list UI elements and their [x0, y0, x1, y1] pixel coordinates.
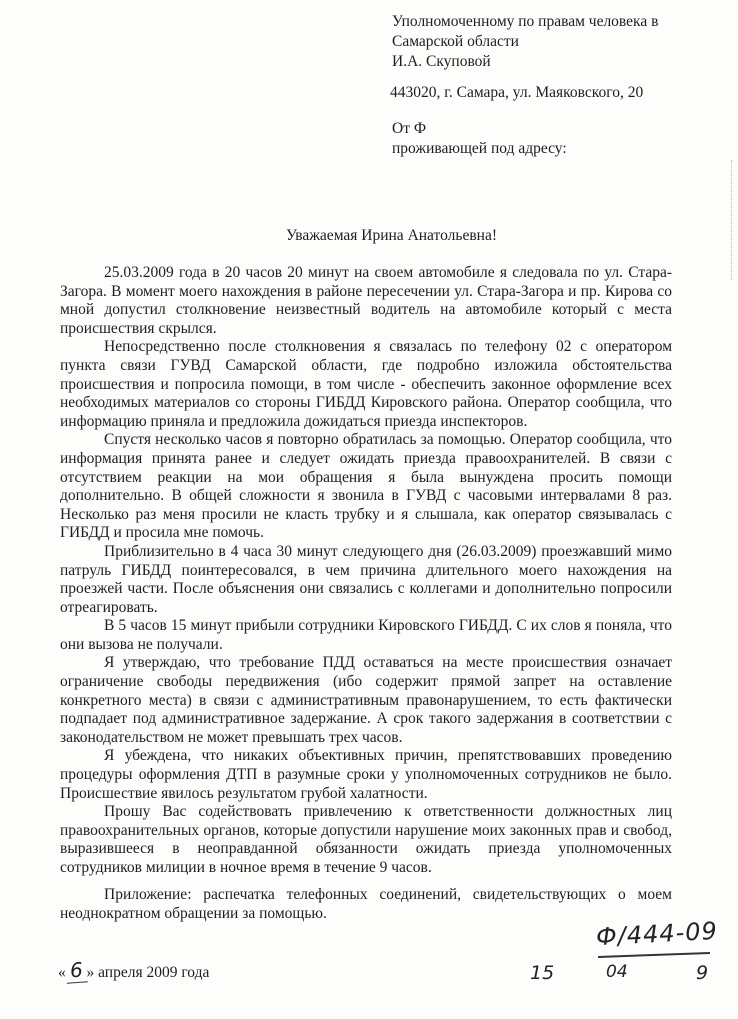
addressee-line-1: Уполномоченному по правам человека в [392, 13, 659, 30]
registration-underline [598, 952, 710, 958]
letter-body [60, 264, 672, 878]
addressee-address: 443020, г. Самара, ул. Маяковского, 20 [390, 84, 644, 101]
registration-number-handwritten: 15 [530, 962, 555, 984]
paragraph-3: Спустя несколько часов я повторно обратилась за помощью. Оператор сообщила, что информация принята ранее и следует ожидать приезда правоохранителей. В связи с отсутствием реакции на мои обращения я была вынуждена просить помощи дополнительно. В общей сложности я звонила в ГУВД с часовыми интервалами 8 раз. Несколько раз меня просили не класть трубку и я слышала, как оператор связывалась с ГИБДД и просила мне помочь. [60, 431, 672, 542]
paragraph-7: Я убеждена, что никаких объективных причин, препятствовавших проведению процедуры оформления ДТП в разумные сроки у уполномоченных сотрудников не было. Происшествие явилось результатом грубой халатности. [60, 747, 672, 802]
salutation: Уважаемая Ирина Анатольевна! [286, 227, 497, 244]
date-open-quote: « [58, 964, 66, 981]
addressee-name: И.А. Скуповой [392, 53, 491, 70]
addressee-line-2: Самарской области [392, 33, 519, 50]
date-month-year: » апреля 2009 года [86, 964, 210, 981]
registration-month-handwritten: 04 [606, 962, 628, 982]
paragraph-6: Я утверждаю, что требование ПДД оставаться на месте происшествия означает ограничение свободы передвижения (ибо содержит прямой запрет на оставление конкретного места) в связи с административным правонарушением, то есть фактически подпадает под административное задержание. А срок такого задержания в соответствии с законодательством не может превышать трех часов. [60, 654, 672, 746]
paragraph-4: Приблизительно в 4 часа 30 минут следующего дня (26.03.2009) проезжавший мимо патруль ГИБДД поинтересовался, в чем причина длительного моего нахождения на проезжей части. После объяснения они связались с коллегами и дополнительно попросили отреагировать. [60, 542, 672, 616]
letter-date [58, 958, 209, 983]
paragraph-1: 25.03.2009 года в 20 часов 20 минут на своем автомобиле я следовала по ул. Стара-Загора. В момент моего нахождения в районе пересечении ул. Стара-Загора и пр. Кирова со мной допустил столкновение неизвестный водитель на автомобиле который с места происшествия скрылся. [60, 264, 672, 337]
sender-address-label: проживающей под адресу: [392, 140, 567, 157]
sender-block [392, 119, 567, 159]
date-day-handwritten: 6 [65, 957, 87, 983]
registration-code-handwritten: Ф/444-09 [595, 916, 719, 952]
addressee-block [392, 12, 658, 72]
appendix-note: Приложение: распечатка телефонных соединений, свидетельствующих о моем неоднократном обращении за помощью. [60, 886, 672, 922]
scan-edge-mark [729, 160, 732, 280]
sender-name: От Ф [392, 120, 427, 137]
paragraph-8: Прошу Вас содействовать привлечению к ответственности должностных лиц правоохранительных органов, которые допустили нарушение моих законных прав и свобод, выразившееся в неоправданной обязанности ожидать приезда уполномоченных сотрудников милиции в ночное время в течение 9 часов. [60, 803, 672, 876]
paragraph-2: Непосредственно после столкновения я связалась по телефону 02 с оператором пункта связи ГУВД Самарской области, где подробно изложила обстоятельства происшествия и попросила помощи, в том числе - обеспечить законное оформление всех необходимых материалов со стороны ГИБДД Кировского района. Оператор сообщила, что информацию приняла и предложила дожидаться приезда инспекторов. [60, 338, 672, 430]
registration-day-handwritten: 9 [696, 962, 709, 984]
paragraph-5: В 5 часов 15 минут прибыли сотрудники Кировского ГИБДД. С их слов я поняла, что они вызова не получали. [60, 617, 672, 653]
